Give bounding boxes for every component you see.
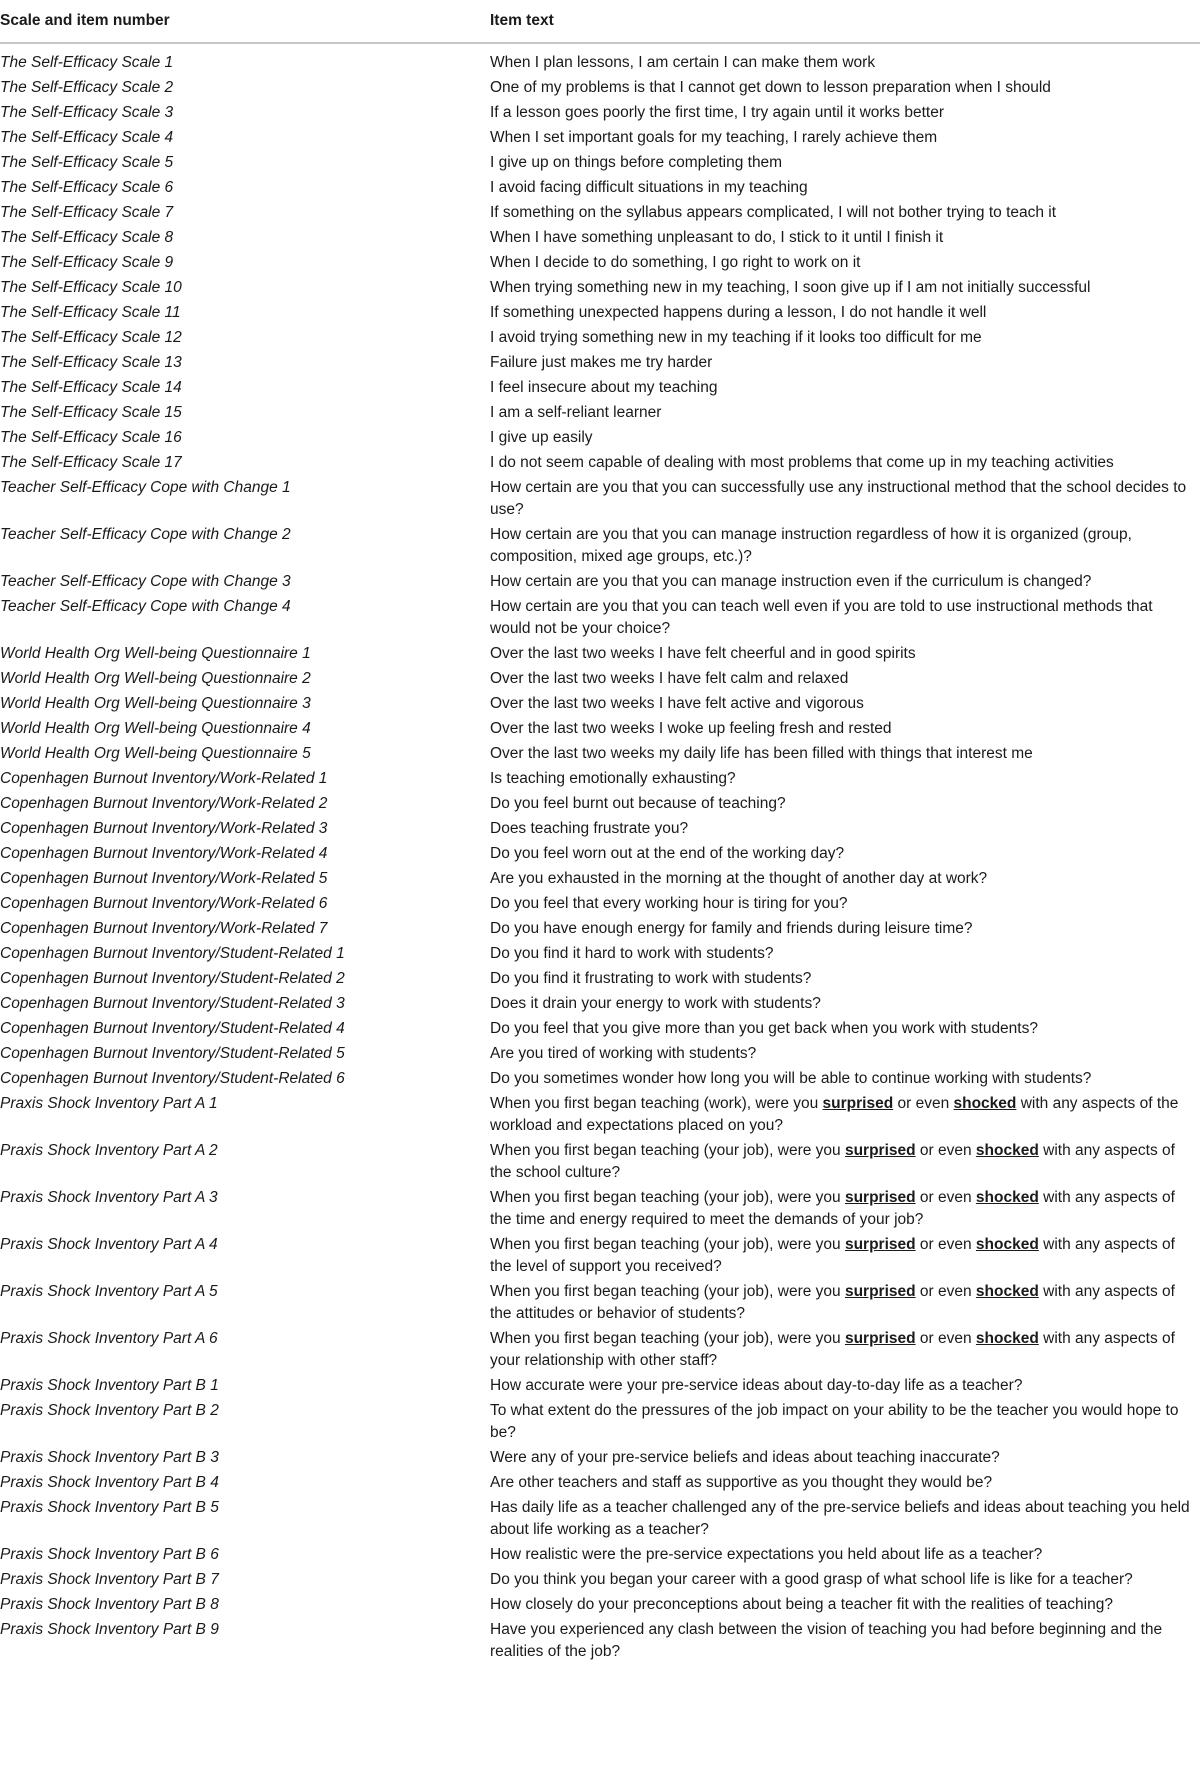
emphasis-word: shocked [975,1236,1039,1253]
emphasis-word: surprised [844,1283,916,1300]
table-row [0,1542,1200,1567]
item-text-segment: with any aspects of the attitudes or behavior of students? [490,1283,1175,1322]
item-text-cell: One of my problems is that I cannot get down to lesson preparation when I should [490,79,1051,96]
item-text-cell: If something unexpected happens during a lesson, I do not handle it well [490,304,987,321]
scale-cell: The Self-Efficacy Scale 9 [0,254,174,271]
item-text-cell: Do you have enough energy for family and friends during leisure time? [490,920,973,937]
table-row [0,522,1200,569]
emphasis-word: shocked [975,1189,1039,1206]
item-text-segment: When you first began teaching (your job), were you [490,1236,845,1253]
table-row [0,1326,1200,1373]
item-text-cell: To what extent do the pressures of the job impact on your ability to be the teacher you would hope to be? [490,1402,1179,1441]
table-row [0,641,1200,666]
scale-cell: Praxis Shock Inventory Part B 2 [0,1402,219,1419]
scale-cell: Copenhagen Burnout Inventory/Student-Related 5 [0,1045,345,1062]
item-text-cell: Is teaching emotionally exhausting? [490,770,736,787]
item-text-cell: I avoid trying something new in my teaching if it looks too difficult for me [490,329,982,346]
table-row [0,100,1200,125]
table-row [0,225,1200,250]
table-row [0,1185,1200,1232]
item-text-cell: Do you feel worn out at the end of the working day? [490,845,845,862]
scale-cell: Praxis Shock Inventory Part B 5 [0,1499,219,1516]
scale-cell: Praxis Shock Inventory Part A 3 [0,1189,218,1206]
scale-cell: Copenhagen Burnout Inventory/Work-Related 6 [0,895,328,912]
item-text-cell [490,1185,1200,1232]
table-row [0,866,1200,891]
item-text-cell: If a lesson goes poorly the first time, I try again until it works better [490,104,945,121]
scale-cell: Praxis Shock Inventory Part B 9 [0,1621,219,1638]
table-row [0,741,1200,766]
item-text-cell: Over the last two weeks I woke up feeling fresh and rested [490,720,892,737]
item-text-cell: How realistic were the pre-service expectations you held about life as a teacher? [490,1546,1043,1563]
header-row [0,0,1200,43]
item-text-segment: with any aspects of the workload and expectations placed on you? [490,1095,1179,1134]
scale-cell: Praxis Shock Inventory Part A 1 [0,1095,218,1112]
scale-cell: Praxis Shock Inventory Part B 6 [0,1546,219,1563]
table-row [0,569,1200,594]
scale-cell: The Self-Efficacy Scale 8 [0,229,174,246]
emphasis-word: surprised [844,1142,916,1159]
scale-cell: The Self-Efficacy Scale 4 [0,129,174,146]
item-text-cell: When I set important goals for my teaching, I rarely achieve them [490,129,938,146]
scale-cell: The Self-Efficacy Scale 3 [0,104,174,121]
item-text-cell: Do you feel that every working hour is tiring for you? [490,895,848,912]
scale-cell: Praxis Shock Inventory Part B 7 [0,1571,219,1588]
table-row [0,125,1200,150]
item-text-cell: Over the last two weeks I have felt active and vigorous [490,695,864,712]
item-text-segment: or even [915,1142,976,1159]
item-text-segment: When you first began teaching (your job), were you [490,1142,845,1159]
scale-cell: The Self-Efficacy Scale 7 [0,204,174,221]
table-row [0,991,1200,1016]
scale-cell: Praxis Shock Inventory Part B 1 [0,1377,219,1394]
scale-cell: Copenhagen Burnout Inventory/Work-Related 7 [0,920,328,937]
scale-cell: Copenhagen Burnout Inventory/Work-Related 4 [0,845,328,862]
scale-cell: The Self-Efficacy Scale 5 [0,154,174,171]
emphasis-word: shocked [975,1142,1039,1159]
item-text-cell: Do you sometimes wonder how long you will be able to continue working with students? [490,1070,1092,1087]
table-row [0,1398,1200,1445]
item-text-cell: Were any of your pre-service beliefs and ideas about teaching inaccurate? [490,1449,1000,1466]
scale-cell: Copenhagen Burnout Inventory/Student-Related 3 [0,995,345,1012]
scale-cell: Teacher Self-Efficacy Cope with Change 3 [0,573,291,590]
item-text-cell: When I decide to do something, I go right to work on it [490,254,861,271]
scale-cell: Teacher Self-Efficacy Cope with Change 2 [0,526,291,543]
table-row [0,1138,1200,1185]
table-row [0,766,1200,791]
scale-cell: Praxis Shock Inventory Part B 4 [0,1474,219,1491]
table-row [0,816,1200,841]
scale-cell: The Self-Efficacy Scale 12 [0,329,182,346]
scale-cell: Praxis Shock Inventory Part A 6 [0,1330,218,1347]
table-row [0,400,1200,425]
table-row [0,375,1200,400]
item-text-cell [490,1138,1200,1185]
item-text-cell: How certain are you that you can teach well even if you are told to use instructional methods that would not be your choice? [490,598,1153,637]
item-text-cell [490,1232,1200,1279]
table-row [0,1091,1200,1138]
item-text-cell: Does it drain your energy to work with students? [490,995,821,1012]
item-text-cell: Do you think you began your career with a good grasp of what school life is like for a teacher? [490,1571,1133,1588]
table-row [0,450,1200,475]
item-text-cell: I do not seem capable of dealing with most problems that come up in my teaching activities [490,454,1114,471]
scale-cell: The Self-Efficacy Scale 16 [0,429,182,446]
table-row [0,1373,1200,1398]
item-text-cell: How certain are you that you can manage instruction regardless of how it is organized (group, composition, mixed age groups, etc.)? [490,526,1132,565]
emphasis-word: shocked [953,1095,1017,1112]
item-text-cell: Are you exhausted in the morning at the thought of another day at work? [490,870,988,887]
item-text-cell: How certain are you that you can successfully use any instructional method that the school decides to use? [490,479,1187,518]
table-row [0,43,1200,75]
item-text-cell: When I have something unpleasant to do, I stick to it until I finish it [490,229,944,246]
item-text-cell: Does teaching frustrate you? [490,820,689,837]
scale-cell: The Self-Efficacy Scale 17 [0,454,182,471]
table-header [0,0,1200,43]
item-text-cell: Are other teachers and staff as supportive as you thought they would be? [490,1474,993,1491]
table-row [0,1567,1200,1592]
item-text-cell: How closely do your preconceptions about being a teacher fit with the realities of teaching? [490,1596,1113,1613]
scale-cell: Praxis Shock Inventory Part A 2 [0,1142,218,1159]
scale-cell: Copenhagen Burnout Inventory/Student-Related 4 [0,1020,345,1037]
table-row [0,300,1200,325]
emphasis-word: shocked [975,1283,1039,1300]
table-row [0,275,1200,300]
item-text-segment: with any aspects of the time and energy required to meet the demands of your job? [490,1189,1175,1228]
table-row [0,1016,1200,1041]
item-text-cell [490,1091,1200,1138]
item-text-cell: Do you find it frustrating to work with students? [490,970,812,987]
scale-cell: Praxis Shock Inventory Part B 8 [0,1596,219,1613]
item-text-segment: with any aspects of the school culture? [490,1142,1175,1181]
scale-cell: Copenhagen Burnout Inventory/Work-Related 5 [0,870,328,887]
table-row [0,716,1200,741]
table-row [0,966,1200,991]
table-row [0,250,1200,275]
item-text-segment: or even [915,1330,976,1347]
item-text-segment: When you first began teaching (your job), were you [490,1330,845,1347]
item-text-cell: I am a self-reliant learner [490,404,662,421]
item-text-cell: I give up on things before completing them [490,154,783,171]
table-row [0,200,1200,225]
table-row [0,941,1200,966]
item-text-cell: Failure just makes me try harder [490,354,713,371]
scale-cell: Praxis Shock Inventory Part B 3 [0,1449,219,1466]
item-text-segment: or even [915,1236,976,1253]
table-row [0,175,1200,200]
table-row [0,75,1200,100]
scale-cell: The Self-Efficacy Scale 6 [0,179,174,196]
scale-cell: The Self-Efficacy Scale 10 [0,279,182,296]
table-row [0,350,1200,375]
table-row [0,691,1200,716]
item-text-cell: I avoid facing difficult situations in my teaching [490,179,808,196]
item-text-cell: Do you find it hard to work with students? [490,945,774,962]
table-row [0,1592,1200,1617]
scale-cell: World Health Org Well-being Questionnaire 4 [0,720,311,737]
item-text-segment: or even [915,1283,976,1300]
scale-cell: Teacher Self-Efficacy Cope with Change 1 [0,479,291,496]
table-row [0,1445,1200,1470]
scale-cell: World Health Org Well-being Questionnaire 2 [0,670,311,687]
scale-cell: The Self-Efficacy Scale 1 [0,54,174,71]
item-text-cell: Do you feel burnt out because of teaching? [490,795,786,812]
table-body [0,43,1200,1664]
scale-cell: Copenhagen Burnout Inventory/Student-Related 1 [0,945,345,962]
item-text-segment: or even [893,1095,954,1112]
item-text-segment: When you first began teaching (work), were you [490,1095,823,1112]
item-text-cell: When I plan lessons, I am certain I can make them work [490,54,876,71]
table-row [0,1617,1200,1664]
scale-cell: Teacher Self-Efficacy Cope with Change 4 [0,598,291,615]
table-row [0,475,1200,522]
item-text-cell: How certain are you that you can manage instruction even if the curriculum is changed? [490,573,1092,590]
item-text-cell: If something on the syllabus appears complicated, I will not bother trying to teach it [490,204,1057,221]
table-row [0,891,1200,916]
scale-cell: Copenhagen Burnout Inventory/Work-Related 3 [0,820,328,837]
emphasis-word: surprised [844,1330,916,1347]
item-text-segment: When you first began teaching (your job), were you [490,1283,845,1300]
scale-cell: Copenhagen Burnout Inventory/Work-Related 1 [0,770,328,787]
header-scale: Scale and item number [0,0,490,43]
scale-cell: The Self-Efficacy Scale 14 [0,379,182,396]
table-row [0,425,1200,450]
header-item-text: Item text [490,0,1200,43]
scale-cell: Copenhagen Burnout Inventory/Work-Related 2 [0,795,328,812]
scale-cell: The Self-Efficacy Scale 15 [0,404,182,421]
item-text-cell: When trying something new in my teaching, I soon give up if I am not initially successful [490,279,1091,296]
item-text-segment: with any aspects of the level of support you received? [490,1236,1175,1275]
item-text-cell: Over the last two weeks I have felt calm and relaxed [490,670,849,687]
scale-cell: The Self-Efficacy Scale 2 [0,79,174,96]
scale-cell: Praxis Shock Inventory Part A 5 [0,1283,218,1300]
item-text-cell: Are you tired of working with students? [490,1045,757,1062]
table-row [0,594,1200,641]
table-row [0,916,1200,941]
item-text-cell: Over the last two weeks my daily life has been filled with things that interest me [490,745,1033,762]
item-text-cell: Do you feel that you give more than you get back when you work with students? [490,1020,1038,1037]
emphasis-word: surprised [844,1236,916,1253]
item-text-cell: I give up easily [490,429,593,446]
table-row [0,791,1200,816]
item-text-cell: I feel insecure about my teaching [490,379,718,396]
item-text-cell [490,1326,1200,1373]
table-row [0,1232,1200,1279]
item-text-cell: Over the last two weeks I have felt cheerful and in good spirits [490,645,916,662]
emphasis-word: surprised [822,1095,894,1112]
table-row [0,325,1200,350]
table-row [0,150,1200,175]
table-row [0,1470,1200,1495]
table-row [0,841,1200,866]
scale-cell: The Self-Efficacy Scale 11 [0,304,181,321]
emphasis-word: shocked [975,1330,1039,1347]
scale-cell: World Health Org Well-being Questionnaire 5 [0,745,311,762]
scale-cell: The Self-Efficacy Scale 13 [0,354,182,371]
scale-cell: World Health Org Well-being Questionnaire 3 [0,695,311,712]
scale-cell: Praxis Shock Inventory Part A 4 [0,1236,218,1253]
scale-cell: World Health Org Well-being Questionnaire 1 [0,645,311,662]
table-row [0,1279,1200,1326]
item-text-cell: How accurate were your pre-service ideas about day-to-day life as a teacher? [490,1377,1023,1394]
scale-cell: Copenhagen Burnout Inventory/Student-Related 6 [0,1070,345,1087]
table-row [0,1495,1200,1542]
item-text-cell: Have you experienced any clash between the vision of teaching you had before beginning and the realities of the job? [490,1621,1163,1660]
table-row [0,666,1200,691]
item-text-segment: or even [915,1189,976,1206]
item-text-cell: Has daily life as a teacher challenged any of the pre-service beliefs and ideas about teaching you held about life working as a teacher? [490,1499,1190,1538]
emphasis-word: surprised [844,1189,916,1206]
table-row [0,1041,1200,1066]
table-row [0,1066,1200,1091]
scale-cell: Copenhagen Burnout Inventory/Student-Related 2 [0,970,345,987]
item-text-segment: When you first began teaching (your job), were you [490,1189,845,1206]
item-text-cell [490,1279,1200,1326]
item-text-segment: with any aspects of your relationship with other staff? [490,1330,1175,1369]
